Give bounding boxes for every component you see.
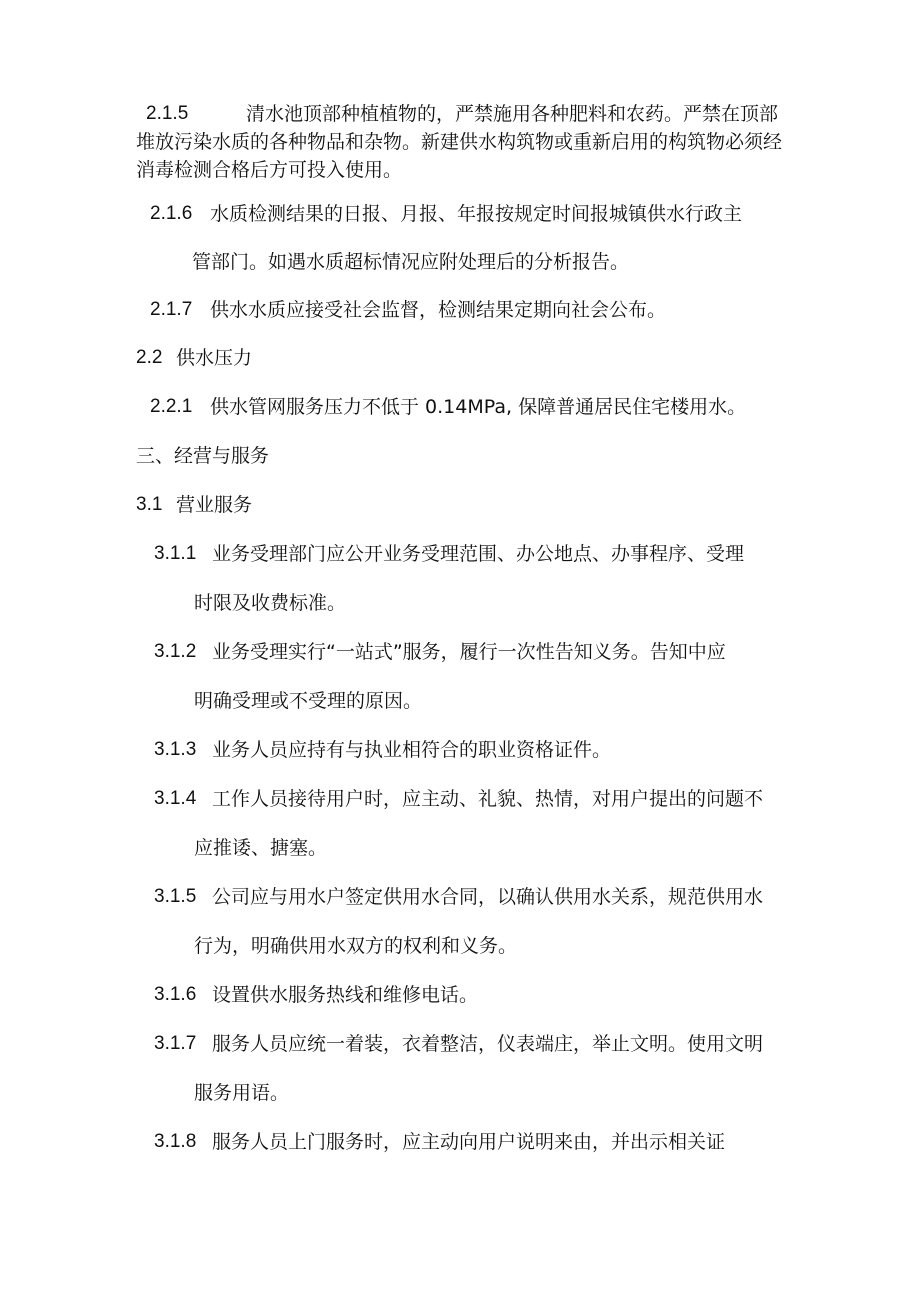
clause-text: 业务人员应持有与执业相符合的职业资格证件。 [212, 739, 612, 761]
clause-number: 2.1.7 [150, 299, 193, 320]
section-number: 3.1 [136, 494, 163, 515]
section-number: 2.2 [136, 347, 163, 368]
clause-number: 3.1.1 [154, 543, 197, 564]
clause-number: 2.1.5 [146, 103, 189, 124]
clause-text: 供水管网服务压力不低于 0.14MPa, 保障普通居民住宅楼用水。 [210, 396, 747, 418]
clause-number: 3.1.8 [154, 1131, 197, 1152]
clause-text-line-1: 公司应与用水户签定供用水合同，以确认供用水关系，规范供用水 [212, 886, 764, 908]
clause-number: 2.2.1 [150, 396, 193, 417]
section-heading: 营业服务 [176, 494, 253, 516]
clause-number: 3.1.4 [154, 788, 197, 809]
clause-number: 3.1.3 [154, 739, 197, 760]
clause-text-line-2: 行为，明确供用水双方的权利和义务。 [194, 935, 518, 957]
clause-text-line-2: 服务用语。 [194, 1082, 290, 1104]
clause-number: 3.1.7 [154, 1033, 197, 1054]
section-heading: 供水压力 [176, 347, 253, 369]
clause-number: 3.1.6 [154, 984, 197, 1005]
clause-text: 设置供水服务热线和维修电话。 [212, 984, 479, 1006]
clause-text-line-1: 业务受理部门应公开业务受理范围、办公地点、办事程序、受理 [212, 543, 745, 565]
clause-number: 3.1.5 [154, 886, 197, 907]
clause-text-line-2: 明确受理或不受理的原因。 [194, 690, 423, 712]
clause-text-line-2: 时限及收费标准。 [194, 592, 347, 614]
clause-number: 2.1.6 [150, 203, 193, 224]
clause-number: 3.1.2 [154, 641, 197, 662]
clause-text-line-1: 水质检测结果的日报、月报、年报按规定时间报城镇供水行政主 [210, 203, 743, 225]
clause-text: 服务人员上门服务时，应主动向用户说明来由，并出示相关证 [212, 1131, 726, 1153]
clause-text-line-1: 业务受理实行“一站式”服务，履行一次性告知义务。告知中应 [212, 641, 726, 663]
clause-text: 供水水质应接受社会监督，检测结果定期向社会公布。 [210, 299, 667, 321]
clause-text-line-2: 管部门。如遇水质超标情况应附处理后的分析报告。 [192, 251, 630, 273]
clause-text-line-2: 应推诿、搪塞。 [194, 837, 328, 859]
clause-text-line-1: 工作人员接待用户时，应主动、礼貌、热情，对用户提出的问题不 [212, 788, 764, 810]
clause-text: 清水池顶部种植植物的，严禁施用各种肥料和农药。严禁在顶部堆放污染水质的各种物品和杂物。新建供水构筑物或重新启用的构筑物必须经消毒检测合格后方可投入使用。 [136, 103, 783, 181]
clause-text-line-1: 服务人员应统一着装，衣着整洁，仪表端庄，举止文明。使用文明 [212, 1033, 764, 1055]
chapter-title: 三、经营与服务 [136, 445, 270, 467]
